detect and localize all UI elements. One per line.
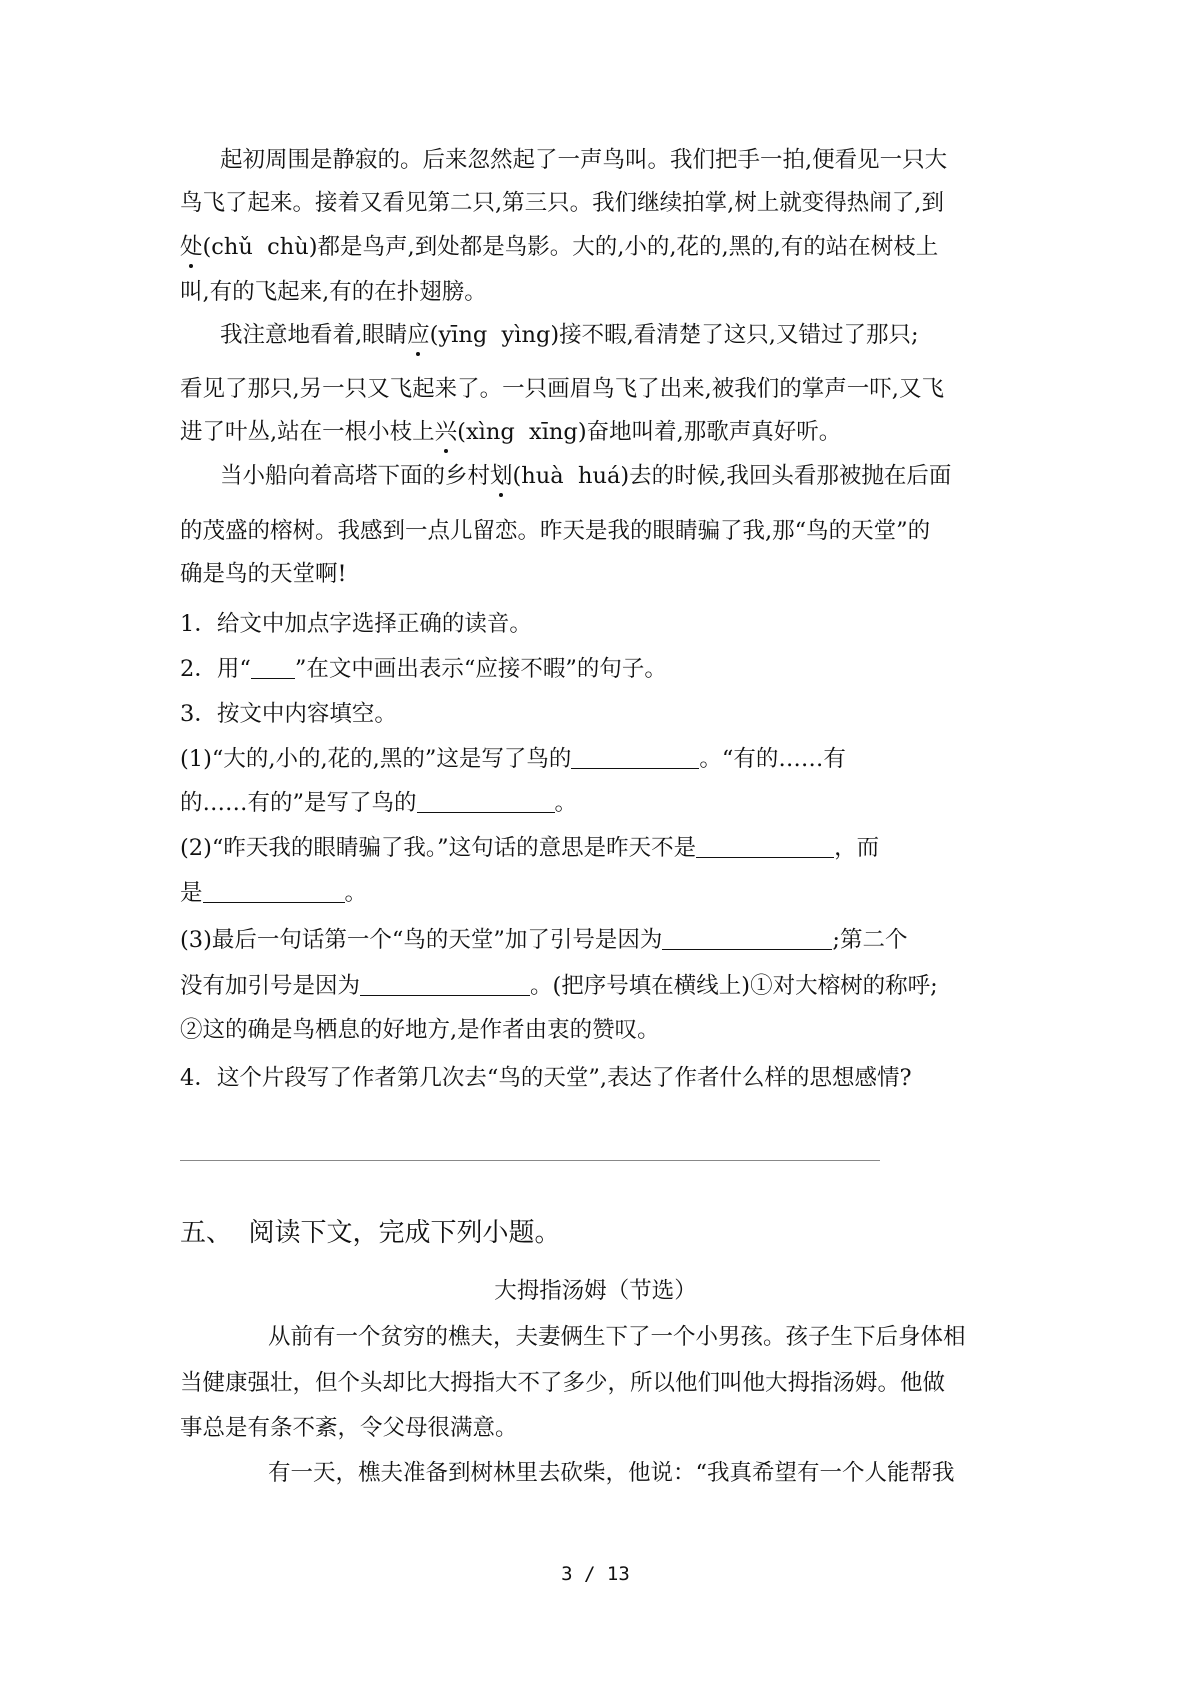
question-3-1 [180, 744, 846, 774]
dotted-char: 兴 [434, 419, 458, 445]
passage-text: 我注意地看着,眼睛 [220, 322, 408, 348]
question-text: ”在文中画出表示“应接不暇”的句子。 [294, 656, 667, 682]
passage-line: 看见了那只,另一只又飞起来了。一只画眉鸟飞了出来,被我们的掌声一吓,又飞 [180, 376, 944, 402]
dotted-char: 应 [407, 322, 430, 348]
question-4: 4．这个片段写了作者第几次去“鸟的天堂”,表达了作者什么样的思想感情? [180, 1065, 912, 1091]
answer-blank[interactable] [251, 654, 295, 679]
passage-text: 进了叶丛,站在一根小枝上 [180, 419, 435, 445]
answer-blank[interactable] [360, 971, 530, 996]
question-text: 是 [180, 880, 203, 906]
question-text: ，而 [834, 835, 880, 861]
question-text: 。 [554, 790, 578, 816]
passage-line: 有一天，樵夫准备到树林里去砍柴，他说：“我真希望有一个人能帮我 [268, 1460, 955, 1486]
question-1: 1．给文中加点字选择正确的读音。 [180, 611, 532, 637]
passage-text: (huà huá)去的时候,我回头看那被抛在后面 [512, 463, 952, 489]
page-number: 3 / 13 [561, 1563, 630, 1585]
passage-line: 事总是有条不紊，令父母很满意。 [180, 1415, 518, 1441]
passage-line: 从前有一个贫穷的樵夫，夫妻俩生下了一个小男孩。孩子生下后身体相 [268, 1324, 966, 1350]
passage-line: 当健康强壮，但个头却比大拇指大不了多少，所以他们叫他大拇指汤姆。他做 [180, 1370, 946, 1396]
question-3: 3．按文中内容填空。 [180, 701, 397, 727]
question-3-2 [180, 833, 879, 863]
passage-text: (xìng xīng)奋地叫着,那歌声真好听。 [457, 419, 842, 445]
question-text: 。“有的……有 [699, 746, 846, 772]
question-text: (2)“昨天我的眼睛骗了我。”这句话的意思是昨天不是 [180, 835, 697, 861]
question-text: ;第二个 [832, 927, 908, 953]
passage-line: 鸟飞了起来。接着又看见第二只,第三只。我们继续拍掌,树上就变得热闹了,到 [180, 190, 944, 216]
passage-line: 叫,有的飞起来,有的在扑翅膀。 [180, 279, 487, 305]
question-text: 2．用“ [180, 656, 251, 682]
passage-line: 确是鸟的天堂啊! [180, 561, 347, 587]
passage-text: (yīng yìng)接不暇,看清楚了这只,又错过了那只; [429, 322, 919, 348]
question-text: 。(把序号填在横线上)①对大榕树的称呼; [530, 973, 938, 999]
question-text: 没有加引号是因为 [180, 973, 361, 999]
answer-blank[interactable] [662, 925, 832, 950]
passage-line [220, 320, 919, 350]
question-3-2-cont [180, 878, 367, 908]
question-2 [180, 654, 667, 684]
answer-blank[interactable] [696, 833, 834, 858]
passage-title: 大拇指汤姆（节选） [494, 1278, 697, 1304]
passage-line: 的茂盛的榕树。我感到一点儿留恋。昨天是我的眼睛骗了我,那“鸟的天堂”的 [180, 518, 931, 544]
question-text: (1)“大的,小的,花的,黑的”这是写了鸟的 [180, 746, 572, 772]
section-heading: 五、 阅读下文，完成下列小题。 [180, 1218, 561, 1248]
question-3-3-cont [180, 971, 938, 1001]
passage-line [180, 417, 841, 447]
passage-line [220, 461, 951, 491]
answer-blank[interactable] [571, 744, 699, 769]
passage-line: 起初周围是静寂的。后来忽然起了一声鸟叫。我们把手一拍,便看见一只大 [220, 147, 948, 173]
dotted-char: 划 [490, 463, 513, 489]
passage-line [180, 232, 938, 262]
passage-text: (chǔ chù)都是鸟声,到处都是鸟影。大的,小的,花的,黑的,有的站在树枝上 [202, 234, 939, 260]
answer-line[interactable] [180, 1160, 880, 1161]
question-text: 的……有的”是写了鸟的 [180, 790, 417, 816]
question-text: (3)最后一句话第一个“鸟的天堂”加了引号是因为 [180, 927, 663, 953]
question-3-3 [180, 925, 907, 955]
question-3-3-options: ②这的确是鸟栖息的好地方,是作者由衷的赞叹。 [180, 1017, 660, 1043]
answer-blank[interactable] [203, 878, 345, 903]
dotted-char: 处 [180, 234, 203, 260]
question-3-1-cont [180, 788, 577, 818]
passage-text: 当小船向着高塔下面的乡村 [220, 463, 491, 489]
answer-blank[interactable] [417, 788, 555, 813]
question-text: 。 [344, 880, 368, 906]
